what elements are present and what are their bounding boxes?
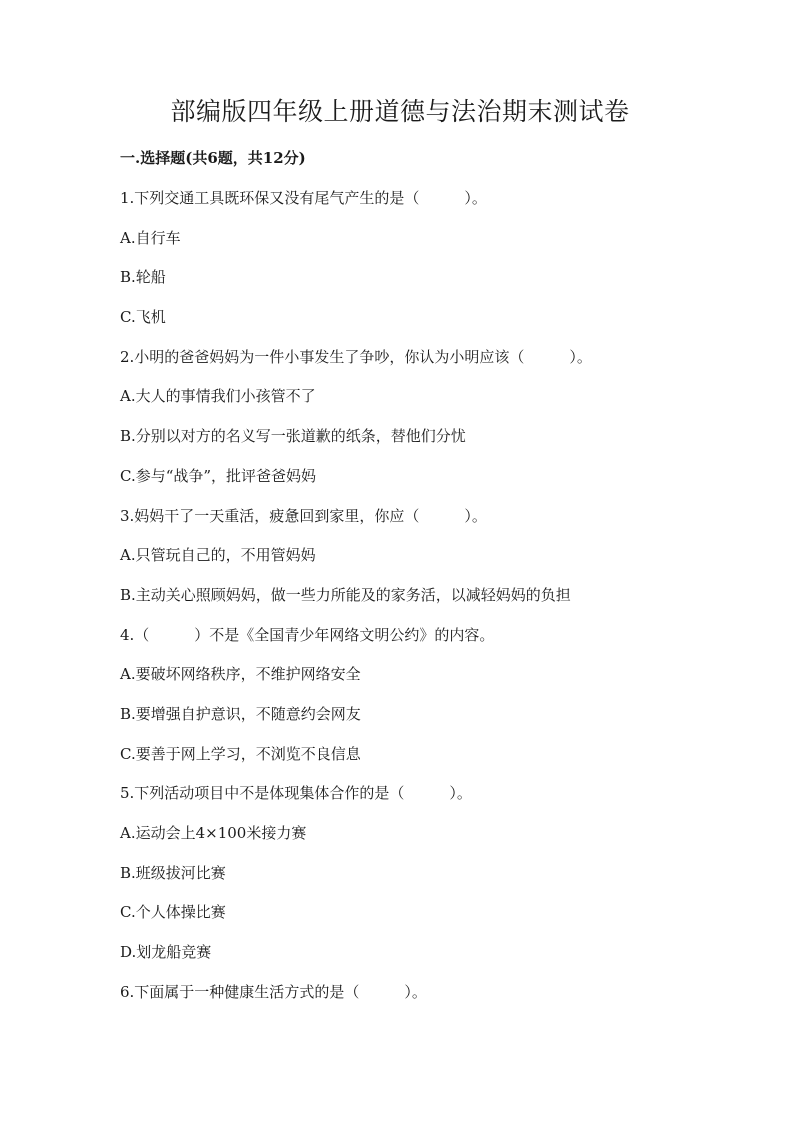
question-option: A.自行车 [120,228,181,247]
question-option: A.只管玩自己的，不用管妈妈 [120,546,316,565]
question-option: B.分别以对方的名义写一张道歉的纸条，替他们分忧 [120,427,466,446]
question-option: B.轮船 [120,268,166,287]
question-list [120,188,700,1021]
question-option: B.要增强自护意识，不随意约会网友 [120,704,361,723]
question-stem: 1.下列交通工具既环保又没有尾气产生的是（ ）。 [120,189,487,207]
question-option: B.主动关心照顾妈妈，做一些力所能及的家务活，以减轻妈妈的负担 [120,585,571,604]
question-stem: 2.小明的爸爸妈妈为一件小事发生了争吵，你认为小明应该（ ）。 [120,347,592,366]
question-option: B.班级拔河比赛 [120,863,226,882]
question-option: A.运动会上4×100米接力赛 [120,824,307,842]
question-stem: 5.下列活动项目中不是体现集体合作的是（ ）。 [120,784,472,803]
section-heading: 一.选择题(共6题，共12分) [120,149,306,167]
question-stem: 3.妈妈干了一天重活，疲惫回到家里，你应（ ）。 [120,506,487,525]
question-option: A.大人的事情我们小孩管不了 [120,387,316,406]
question-option: D.划龙船竞赛 [120,943,212,962]
question-option: C.个人体操比赛 [120,903,226,922]
page-title: 部编版四年级上册道德与法治期末测试卷 [170,97,630,126]
question-option: C.飞机 [120,308,166,327]
question-option: A.要破坏网络秩序，不维护网络安全 [120,665,361,684]
question-option: C.参与“战争”，批评爸爸妈妈 [120,466,317,485]
question-stem: 4.（ ）不是《全国青少年网络文明公约》的内容。 [120,625,495,644]
question-option: C.要善于网上学习，不浏览不良信息 [120,744,361,763]
question-stem: 6.下面属于一种健康生活方式的是（ ）。 [120,982,427,1001]
